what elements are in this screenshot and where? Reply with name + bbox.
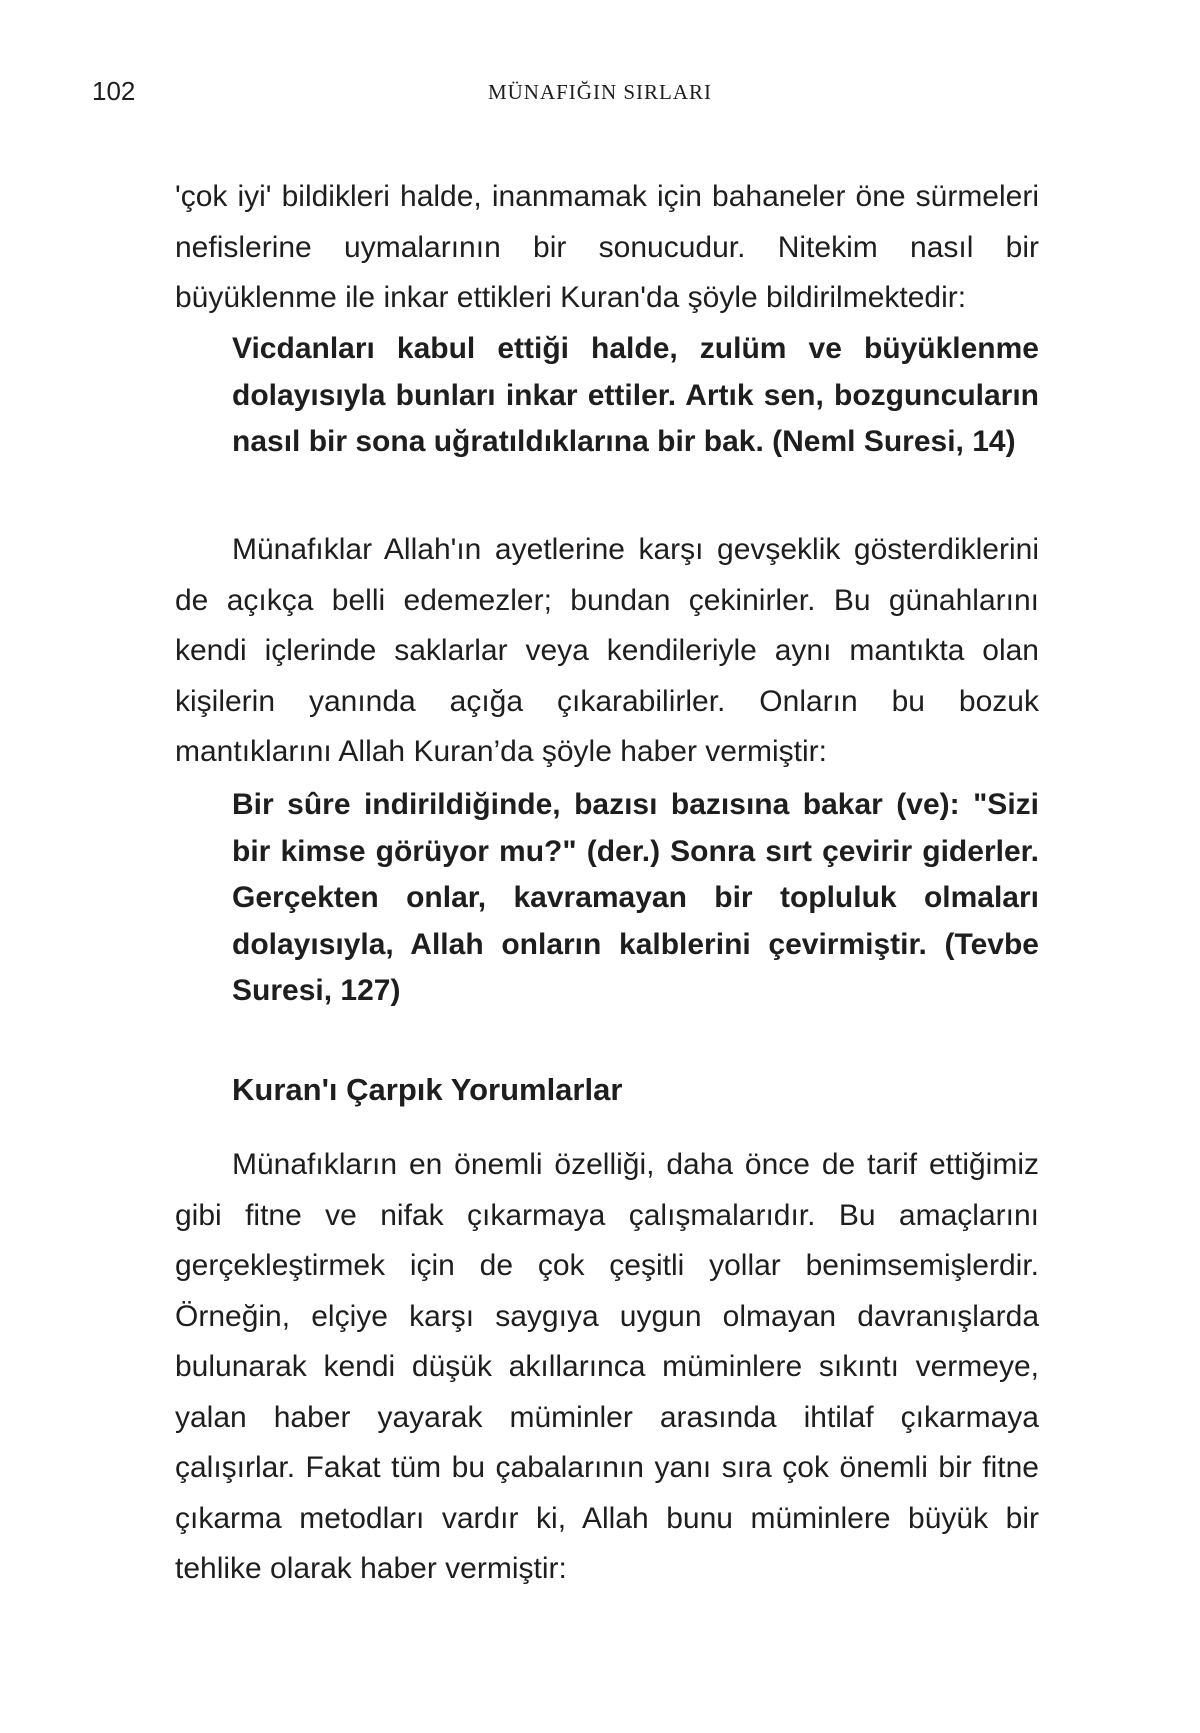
quote-neml: Vicdanları kabul ettiği halde, zulüm ve büyüklenme dolayısıyla bunları inkar ettiler. Artık sen, bozguncuların nasıl bir sona uğratıldıklarına bir bak. (Neml Suresi, 14): [232, 332, 1039, 458]
quote-tevbe: Bir sûre indirildiğinde, bazısı bazısına bakar (ve): "Sizi bir kimse görüyor mu?" (der.) Sonra sırt çevirir giderler. Gerçekten onlar, kavramayan bir topluluk olmaları dolayısıyla, Allah onların kalblerini çevirmiştir. (Tevbe Suresi, 127): [232, 788, 1039, 1007]
paragraph-2: Münafıklar Allah'ın ayetlerine karşı gevşeklik gösterdiklerini de açıkça belli edemezler; bundan çekinirler. Bu günahlarını kendi içlerinde saklarlar veya kendileriyle aynı mantıkta olan kişilerin yanında açığa çıkarabilirler. Onların bu bozuk mantıklarını Allah Kuran’da şöyle haber vermiştir:: [175, 533, 1039, 768]
running-title: MÜNAFIĞIN SIRLARI: [487, 80, 713, 104]
paragraph-1: 'çok iyi' bildikleri halde, inanmamak için bahaneler öne sürmeleri nefislerine uymalarının bir sonucudur. Nitekim nasıl bir büyüklenme ile inkar ettikleri Kuran'da şöyle bildirilmektedir:: [175, 180, 1039, 314]
page-number: 102: [92, 76, 136, 106]
paragraph-3: Münafıkların en önemli özelliği, daha önce de tarif ettiğimiz gibi fitne ve nifak çıkarmaya çalışmalarıdır. Bu amaçlarını gerçekleştirmek için de çok çeşitli yollar benimsemişlerdir. Örneğin, elçiye karşı saygıya uygun olmayan davranışlarda bulunarak kendi düşük akıllarınca müminlere sıkıntı vermeye, yalan haber yayarak müminler arasında ihtilaf çıkarmaya çalışırlar. Fakat tüm bu çabalarının yanı sıra çok önemli bir fitne çıkarma metodları vardır ki, Allah bunu müminlere büyük bir tehlike olarak haber vermiştir:: [175, 1148, 1039, 1585]
section-heading: Kuran'ı Çarpık Yorumlarlar: [232, 1072, 623, 1107]
